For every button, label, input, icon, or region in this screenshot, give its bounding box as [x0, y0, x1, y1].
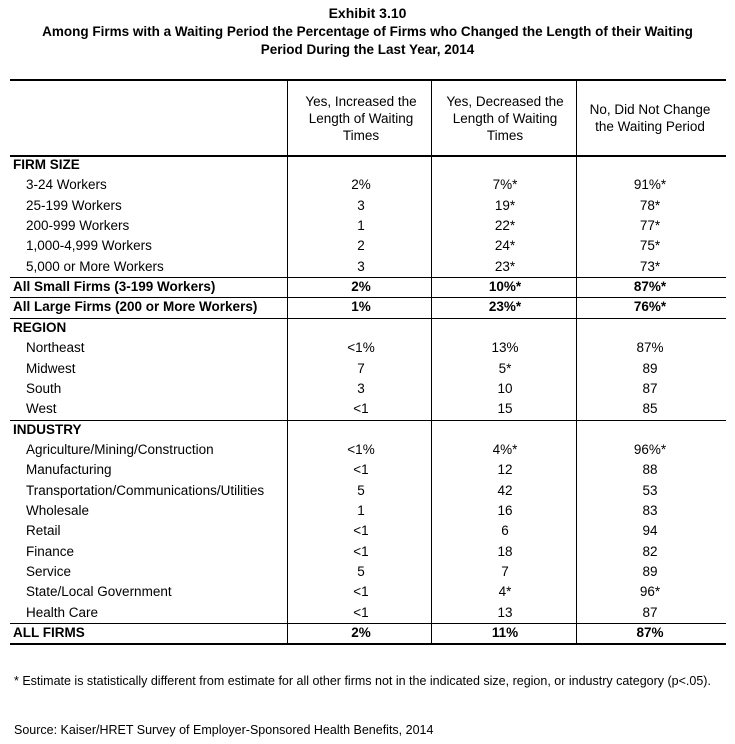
- cell-value: 13%: [491, 340, 519, 356]
- cell-value: 4*: [498, 584, 512, 600]
- cell-value: 75*: [639, 238, 661, 254]
- section-row: [10, 155, 726, 175]
- table-top-border: [10, 79, 726, 81]
- cell-value: <1: [353, 604, 369, 620]
- cell-value: 7%*: [492, 177, 518, 193]
- title-line-1: Among Firms with a Waiting Period the Percentage of Firms who Changed the Length of their Waiting: [42, 24, 693, 39]
- cell-value: 87%: [636, 625, 664, 641]
- cell-value: <1%: [347, 441, 375, 457]
- section-row: [10, 318, 726, 338]
- cell-value: 73*: [639, 258, 661, 274]
- section-row: [10, 420, 726, 440]
- cell-value: 24*: [494, 238, 516, 254]
- cell-value: 13: [497, 604, 513, 620]
- cell-value: 7: [501, 564, 509, 579]
- footnote: * Estimate is statistically different from estimate for all other firms not in the indicated size, region, or industry category (p<.05).: [14, 674, 711, 688]
- column-header: [434, 93, 576, 144]
- total-row: [10, 277, 726, 297]
- cell-value: 87%: [636, 340, 664, 356]
- cell-value: <1: [353, 543, 369, 559]
- table-row: [10, 175, 726, 195]
- table-row: [10, 359, 726, 379]
- cell-value: 23%*: [488, 299, 522, 315]
- row-divider: [10, 623, 726, 624]
- cell-value: 12: [497, 462, 513, 478]
- column-header-line: Yes, Decreased the: [446, 94, 564, 109]
- row-label: West: [26, 401, 57, 417]
- column-header-line: No, Did Not Change: [589, 102, 711, 117]
- row-label: 5,000 or More Workers: [26, 258, 164, 274]
- cell-value: 82: [642, 543, 658, 559]
- table-bottom-border: [10, 643, 726, 645]
- cell-value: 1: [357, 502, 365, 518]
- cell-value: 88: [642, 462, 658, 478]
- row-label: Transportation/Communications/Utilities: [26, 482, 265, 498]
- table-row: [10, 542, 726, 562]
- cell-value: 87: [642, 380, 658, 396]
- cell-value: 3: [357, 380, 365, 396]
- cell-value: 2%: [351, 625, 371, 641]
- table-row: [10, 460, 726, 480]
- row-label: State/Local Government: [26, 584, 172, 600]
- row-label: 3-24 Workers: [26, 177, 107, 193]
- table-row: [10, 521, 726, 541]
- cell-value: 53: [642, 482, 658, 498]
- cell-value: 1%: [351, 299, 371, 315]
- row-label: Wholesale: [26, 502, 90, 518]
- cell-value: 76%*: [633, 299, 667, 315]
- row-divider: [10, 318, 726, 319]
- cell-value: 10%*: [488, 279, 522, 295]
- row-label: Retail: [26, 523, 61, 539]
- cell-value: 77*: [639, 218, 661, 234]
- row-label: 200-999 Workers: [26, 218, 130, 234]
- row-label: Finance: [26, 543, 75, 559]
- row-label: All Small Firms (3-199 Workers): [13, 279, 216, 295]
- row-label: FIRM SIZE: [13, 157, 80, 172]
- row-label: Northeast: [26, 340, 85, 356]
- cell-value: 2%: [351, 279, 371, 295]
- cell-value: 96%*: [633, 441, 667, 457]
- cell-value: 87%*: [633, 279, 667, 295]
- cell-value: 22*: [494, 218, 516, 234]
- column-header-line: the Waiting Period: [595, 119, 705, 134]
- table-row: [10, 196, 726, 216]
- cell-value: <1: [353, 584, 369, 600]
- cell-value: 5*: [498, 360, 512, 376]
- cell-value: 83: [642, 502, 658, 518]
- column-header-line: Yes, Increased the: [305, 94, 417, 109]
- row-label: Service: [26, 564, 72, 579]
- table-row: [10, 440, 726, 460]
- total-row: [10, 297, 726, 317]
- cell-value: 11%: [491, 625, 519, 641]
- column-header-line: Times: [486, 128, 524, 143]
- cell-value: 89: [642, 360, 658, 376]
- row-divider: [10, 420, 726, 421]
- cell-value: 19*: [494, 197, 516, 213]
- total-row: [10, 623, 726, 643]
- cell-value: 23*: [494, 258, 516, 274]
- cell-value: <1%: [347, 340, 375, 356]
- table-row: [10, 399, 726, 419]
- row-label: Health Care: [26, 604, 99, 620]
- table-row: [10, 338, 726, 358]
- cell-value: <1: [353, 523, 369, 539]
- cell-value: 10: [497, 380, 513, 396]
- cell-value: <1: [353, 401, 369, 417]
- table-row: [10, 481, 726, 501]
- row-label: INDUSTRY: [13, 421, 82, 437]
- cell-value: 89: [642, 564, 658, 579]
- row-label: Manufacturing: [26, 462, 112, 478]
- cell-value: 6: [501, 523, 509, 539]
- row-label: All Large Firms (200 or More Workers): [13, 299, 258, 315]
- cell-value: 96*: [639, 584, 661, 600]
- column-header: [290, 93, 432, 144]
- cell-value: 87: [642, 604, 658, 620]
- cell-value: 42: [497, 482, 513, 498]
- row-label: South: [26, 380, 62, 396]
- exhibit-number: Exhibit 3.10: [328, 5, 407, 21]
- cell-value: 5: [357, 564, 365, 579]
- cell-value: 15: [497, 401, 513, 417]
- table-row: [10, 603, 726, 623]
- cell-value: 91%*: [633, 177, 667, 193]
- cell-value: 94: [642, 523, 658, 539]
- cell-value: 5: [357, 482, 365, 498]
- cell-value: 7: [357, 360, 365, 376]
- cell-value: 18: [497, 543, 513, 559]
- table-row: [10, 236, 726, 256]
- cell-value: 3: [357, 197, 365, 213]
- cell-value: 85: [642, 401, 658, 417]
- cell-value: 16: [497, 502, 513, 518]
- cell-value: 2: [357, 238, 365, 254]
- column-header-line: Length of Waiting: [452, 111, 558, 126]
- table-row: [10, 582, 726, 602]
- column-header: [579, 101, 721, 135]
- row-divider: [10, 297, 726, 298]
- table-row: [10, 257, 726, 277]
- row-divider: [10, 277, 726, 278]
- table-row: [10, 379, 726, 399]
- row-label: Midwest: [26, 360, 76, 376]
- cell-value: 2%: [351, 177, 371, 193]
- row-label: ALL FIRMS: [13, 625, 85, 641]
- column-header-line: Length of Waiting: [308, 111, 414, 126]
- cell-value: <1: [353, 462, 369, 478]
- source-note: Source: Kaiser/HRET Survey of Employer-Sponsored Health Benefits, 2014: [14, 723, 434, 737]
- column-header-line: Times: [342, 128, 380, 143]
- row-label: REGION: [13, 319, 67, 335]
- row-label: 1,000-4,999 Workers: [26, 238, 152, 254]
- title-line-2: Period During the Last Year, 2014: [260, 42, 475, 57]
- row-label: 25-199 Workers: [26, 197, 122, 213]
- table-row: [10, 501, 726, 521]
- cell-value: 3: [357, 258, 365, 274]
- table-row: [10, 216, 726, 236]
- cell-value: 1: [357, 218, 365, 234]
- cell-value: 4%*: [492, 441, 518, 457]
- cell-value: 78*: [639, 197, 661, 213]
- table-row: [10, 562, 726, 582]
- row-label: Agriculture/Mining/Construction: [26, 441, 214, 457]
